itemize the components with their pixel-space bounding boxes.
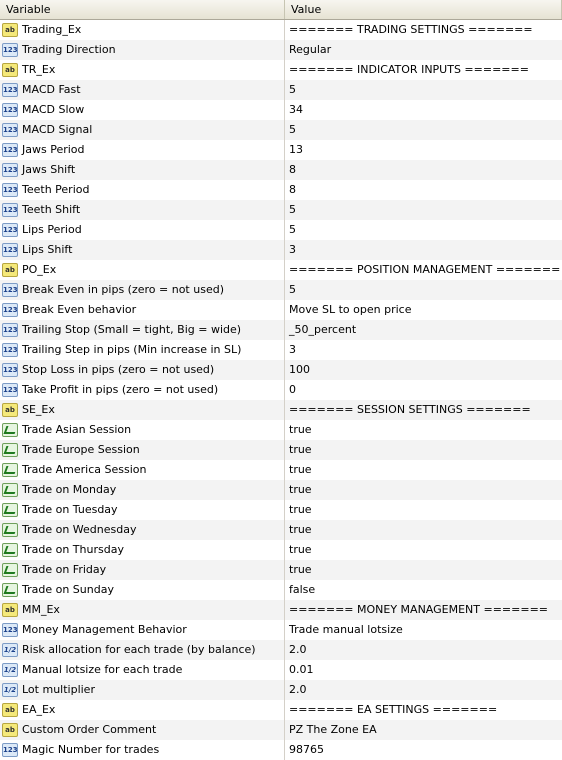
variable-name: Stop Loss in pips (zero = not used) [22,363,215,376]
integer-type-icon: 123 [2,143,18,157]
variable-name: Custom Order Comment [22,723,157,736]
integer-type-icon: 123 [2,383,18,397]
variable-cell[interactable] [0,300,285,320]
integer-type-icon: 123 [2,183,18,197]
value-cell[interactable]: 3 [289,343,296,356]
integer-type-icon: 123 [2,323,18,337]
value-cell[interactable]: 3 [289,243,296,256]
variable-name: Trade America Session [22,463,147,476]
variable-cell[interactable] [0,700,285,720]
variable-name: MACD Slow [22,103,85,116]
variable-name: Trailing Step in pips (Min increase in SL) [22,343,242,356]
value-cell[interactable]: ======= SESSION SETTINGS ======= [289,403,531,416]
variable-cell[interactable] [0,380,285,400]
table-row[interactable] [0,460,562,480]
string-type-icon: ab [2,63,18,77]
table-row[interactable] [0,740,562,760]
table-row[interactable] [0,400,562,420]
bool-type-icon [2,483,18,497]
value-cell[interactable]: ======= MONEY MANAGEMENT ======= [289,603,549,616]
variable-name: MACD Signal [22,123,93,136]
variable-cell[interactable] [0,640,285,660]
value-cell[interactable]: 2.0 [289,683,307,696]
table-row[interactable] [0,700,562,720]
variable-name: Trade on Monday [22,483,117,496]
integer-type-icon: 123 [2,163,18,177]
variable-name: Trade on Friday [22,563,107,576]
string-type-icon: ab [2,723,18,737]
variable-cell[interactable] [0,500,285,520]
variable-name: Trailing Stop (Small = tight, Big = wide) [22,323,242,336]
table-row[interactable] [0,560,562,580]
variable-cell[interactable] [0,660,285,680]
bool-type-icon [2,563,18,577]
value-cell[interactable]: ======= EA SETTINGS ======= [289,703,498,716]
table-row[interactable] [0,180,562,200]
integer-type-icon: 123 [2,623,18,637]
value-cell[interactable]: true [289,543,312,556]
grid-header [0,0,562,20]
variable-cell[interactable] [0,620,285,640]
variable-name: Trade on Tuesday [22,503,118,516]
string-type-icon: ab [2,23,18,37]
integer-type-icon: 123 [2,283,18,297]
variable-name: Break Even behavior [22,303,137,316]
value-cell[interactable]: 34 [289,103,303,116]
double-type-icon: 1/2 [2,663,18,677]
table-row[interactable] [0,160,562,180]
value-cell[interactable]: true [289,483,312,496]
variable-cell[interactable] [0,320,285,340]
column-header-value[interactable]: Value [285,0,562,19]
value-cell[interactable]: 2.0 [289,643,307,656]
value-cell[interactable]: true [289,423,312,436]
bool-type-icon [2,443,18,457]
variable-cell[interactable] [0,40,285,60]
bool-type-icon [2,423,18,437]
integer-type-icon: 123 [2,123,18,137]
column-header-variable[interactable]: Variable [0,0,285,19]
table-row[interactable] [0,300,562,320]
bool-type-icon [2,523,18,537]
variable-name: Trading Direction [22,43,116,56]
double-type-icon: 1/2 [2,683,18,697]
variable-name: Trade Asian Session [22,423,132,436]
variable-name: Lot multiplier [22,683,95,696]
variable-name: Lips Period [22,223,82,236]
variable-name: Trade on Sunday [22,583,114,596]
table-row[interactable] [0,220,562,240]
value-cell[interactable]: true [289,563,312,576]
value-cell[interactable]: Move SL to open price [289,303,412,316]
value-cell[interactable]: ======= TRADING SETTINGS ======= [289,23,533,36]
value-cell[interactable]: 98765 [289,743,324,756]
string-type-icon: ab [2,603,18,617]
variable-name: Trading_Ex [22,23,82,36]
variable-cell[interactable] [0,120,285,140]
variable-name: TR_Ex [22,63,56,76]
table-row[interactable] [0,660,562,680]
variable-name: Trade Europe Session [22,443,140,456]
value-cell[interactable]: 13 [289,143,303,156]
variable-cell[interactable] [0,720,285,740]
table-row[interactable] [0,520,562,540]
variable-cell[interactable] [0,260,285,280]
bool-type-icon [2,503,18,517]
value-cell[interactable]: true [289,443,312,456]
variable-name: Lips Shift [22,243,73,256]
bool-type-icon [2,463,18,477]
integer-type-icon: 123 [2,83,18,97]
table-row[interactable] [0,140,562,160]
integer-type-icon: 123 [2,303,18,317]
variable-name: Jaws Shift [22,163,76,176]
variable-cell[interactable] [0,420,285,440]
table-row[interactable] [0,60,562,80]
variable-cell[interactable] [0,740,285,760]
integer-type-icon: 123 [2,103,18,117]
variable-name: Manual lotsize for each trade [22,663,183,676]
variable-cell[interactable] [0,560,285,580]
variable-name: Break Even in pips (zero = not used) [22,283,224,296]
variable-name: Take Profit in pips (zero = not used) [22,383,219,396]
variable-cell[interactable] [0,600,285,620]
table-row[interactable] [0,240,562,260]
value-cell[interactable]: true [289,503,312,516]
value-cell[interactable]: 8 [289,183,296,196]
table-row[interactable] [0,620,562,640]
variable-name: Money Management Behavior [22,623,187,636]
table-row[interactable] [0,320,562,340]
table-row[interactable] [0,580,562,600]
variable-name: MM_Ex [22,603,60,616]
string-type-icon: ab [2,263,18,277]
variable-name: MACD Fast [22,83,81,96]
integer-type-icon: 123 [2,223,18,237]
variable-cell[interactable] [0,60,285,80]
value-cell[interactable]: 100 [289,363,310,376]
integer-type-icon: 123 [2,243,18,257]
value-cell[interactable]: true [289,523,312,536]
variable-name: Teeth Period [22,183,90,196]
table-row[interactable] [0,360,562,380]
value-cell[interactable]: 5 [289,283,296,296]
table-row[interactable] [0,720,562,740]
value-cell[interactable]: 8 [289,163,296,176]
variable-cell[interactable] [0,280,285,300]
table-row[interactable] [0,600,562,620]
variable-cell[interactable] [0,540,285,560]
value-cell[interactable]: 0 [289,383,296,396]
value-cell[interactable]: 0.01 [289,663,314,676]
variable-cell[interactable] [0,480,285,500]
table-row[interactable] [0,680,562,700]
value-cell[interactable]: ======= INDICATOR INPUTS ======= [289,63,529,76]
string-type-icon: ab [2,403,18,417]
variable-name: EA_Ex [22,703,56,716]
table-row[interactable] [0,380,562,400]
variable-cell[interactable] [0,460,285,480]
variable-name: Trade on Wednesday [22,523,137,536]
variable-cell[interactable] [0,440,285,460]
table-row[interactable] [0,280,562,300]
double-type-icon: 1/2 [2,643,18,657]
table-row[interactable] [0,40,562,60]
value-cell[interactable]: PZ The Zone EA [289,723,377,736]
value-cell[interactable]: Trade manual lotsize [289,623,403,636]
value-cell[interactable]: 5 [289,203,296,216]
variable-cell[interactable] [0,400,285,420]
variable-cell[interactable] [0,20,285,40]
variable-cell[interactable] [0,200,285,220]
value-cell[interactable]: false [289,583,316,596]
table-row[interactable] [0,480,562,500]
table-row[interactable] [0,340,562,360]
variable-cell[interactable] [0,580,285,600]
variable-cell[interactable] [0,160,285,180]
table-row[interactable] [0,540,562,560]
value-cell[interactable]: 5 [289,83,296,96]
string-type-icon: ab [2,703,18,717]
variable-cell[interactable] [0,680,285,700]
variable-name: Risk allocation for each trade (by balance) [22,643,256,656]
variable-cell[interactable] [0,340,285,360]
variable-name: PO_Ex [22,263,57,276]
table-row[interactable] [0,500,562,520]
bool-type-icon [2,543,18,557]
integer-type-icon: 123 [2,343,18,357]
variable-cell[interactable] [0,180,285,200]
variable-cell[interactable] [0,220,285,240]
table-row[interactable] [0,80,562,100]
integer-type-icon: 123 [2,363,18,377]
table-row[interactable] [0,440,562,460]
variable-cell[interactable] [0,100,285,120]
variable-name: Teeth Shift [22,203,81,216]
bool-type-icon [2,583,18,597]
variable-name: Trade on Thursday [22,543,124,556]
integer-type-icon: 123 [2,43,18,57]
value-cell[interactable]: Regular [289,43,332,56]
value-cell[interactable]: ======= POSITION MANAGEMENT ======= [289,263,561,276]
variable-name: Jaws Period [22,143,85,156]
value-cell[interactable]: _50_percent [289,323,357,336]
table-row[interactable] [0,200,562,220]
variable-cell[interactable] [0,240,285,260]
variable-name: Magic Number for trades [22,743,160,756]
variable-cell[interactable] [0,360,285,380]
variable-cell[interactable] [0,520,285,540]
integer-type-icon: 123 [2,743,18,757]
integer-type-icon: 123 [2,203,18,217]
variable-name: SE_Ex [22,403,55,416]
table-row[interactable] [0,20,562,40]
value-cell[interactable]: 5 [289,223,296,236]
table-row[interactable] [0,260,562,280]
variable-cell[interactable] [0,80,285,100]
rows-container [0,20,562,760]
value-cell[interactable]: true [289,463,312,476]
table-row[interactable] [0,120,562,140]
value-cell[interactable]: 5 [289,123,296,136]
variable-cell[interactable] [0,140,285,160]
table-row[interactable] [0,640,562,660]
table-row[interactable] [0,420,562,440]
table-row[interactable] [0,100,562,120]
